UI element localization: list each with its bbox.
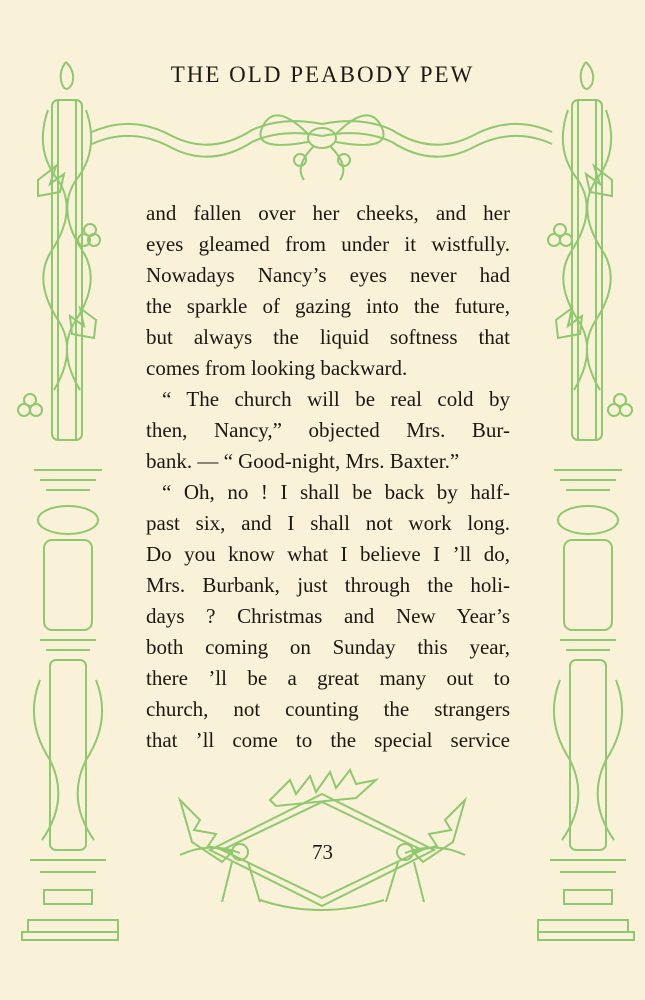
page-number: 73	[312, 840, 333, 864]
text-line: and fallen over her cheeks, and her	[146, 201, 510, 225]
text-line: Nowadays Nancy’s eyes never had	[146, 263, 510, 287]
text-line: past six, and I shall not work long.	[146, 511, 510, 535]
text-line: but always the liquid softness that	[146, 325, 510, 349]
text-line: the sparkle of gazing into the future,	[146, 294, 510, 318]
candle-pillar-right	[538, 62, 634, 940]
ribbon-bow-swag	[92, 115, 552, 180]
candle-pillar-left	[18, 62, 118, 940]
text-line: Do you know what I believe I ’ll do,	[146, 542, 510, 566]
text-line: church, not counting the strangers	[146, 697, 510, 721]
text-line: Mrs. Burbank, just through the holi-	[146, 573, 510, 597]
text-line: bank. — “ Good-night, Mrs. Baxter.”	[146, 449, 460, 473]
text-line: both coming on Sunday this year,	[146, 635, 510, 659]
text-line: “ The church will be real cold by	[162, 387, 510, 411]
body-text	[146, 198, 510, 756]
text-line: there ’ll be a great many out to	[146, 666, 510, 690]
text-line: that ’ll come to the special service	[146, 728, 510, 752]
text-line: comes from looking backward.	[146, 356, 408, 380]
text-line: days ? Christmas and New Year’s	[146, 604, 510, 628]
text-line: eyes gleamed from under it wistfully.	[146, 232, 510, 256]
running-title: THE OLD PEABODY PEW	[170, 62, 475, 87]
text-line: then, Nancy,” objected Mrs. Bur-	[146, 418, 510, 442]
text-line: “ Oh, no ! I shall be back by half-	[162, 480, 510, 504]
